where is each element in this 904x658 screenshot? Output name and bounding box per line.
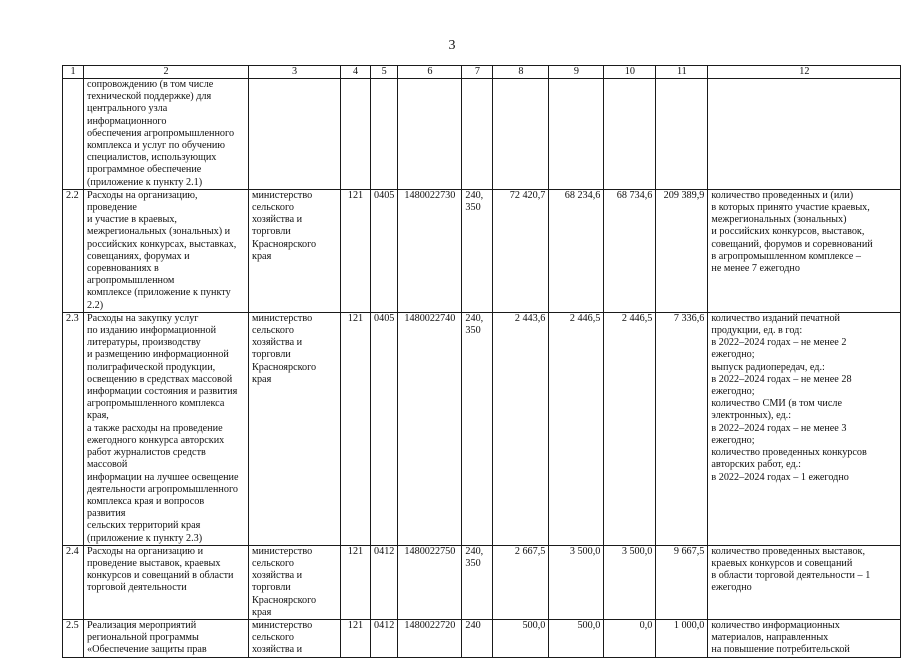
target-article-code: 1480022730 [398, 189, 462, 312]
column-number: 5 [371, 66, 398, 79]
responsible-body: министерство сельского хозяйства и [249, 619, 341, 657]
responsible-body [249, 79, 341, 190]
column-number: 3 [249, 66, 341, 79]
section-code: 0412 [371, 545, 398, 619]
expense-type-code: 240, 350 [462, 312, 493, 545]
expense-type-code: 240, 350 [462, 189, 493, 312]
amount-total [656, 79, 708, 190]
item-number: 2.5 [63, 619, 84, 657]
activity-name: сопровождению (в том числе технической поддержке) для центрального узла информационного обеспечения агропромышленного комплекса и услуг по обучению специалистов, использующих программное обеспечение (приложение к пункту 2.1) [84, 79, 249, 190]
table-row [63, 312, 901, 545]
amount-2023: 500,0 [549, 619, 604, 657]
amount-2024: 0,0 [604, 619, 656, 657]
amount-total: 7 336,6 [656, 312, 708, 545]
section-code: 0405 [371, 312, 398, 545]
responsible-body: министерство сельского хозяйства и торговли Красноярского края [249, 312, 341, 545]
expense-type-code [462, 79, 493, 190]
amount-total: 9 667,5 [656, 545, 708, 619]
table-row [63, 189, 901, 312]
expected-result: количество проведенных и (или) в которых принято участие краевых, межрегиональных (зональных) и российских конкурсов, выставок, совещаний, форумов и соревнований в агропромышленном комплексе – не менее 7 ежегодно [708, 189, 901, 312]
column-number: 10 [604, 66, 656, 79]
responsible-body: министерство сельского хозяйства и торговли Красноярского края [249, 189, 341, 312]
column-number: 7 [462, 66, 493, 79]
grbs-code: 121 [341, 545, 371, 619]
amount-2022: 2 667,5 [493, 545, 549, 619]
column-number: 9 [549, 66, 604, 79]
amount-2022: 2 443,6 [493, 312, 549, 545]
column-number: 4 [341, 66, 371, 79]
grbs-code [341, 79, 371, 190]
page-number: 3 [448, 38, 456, 53]
amount-total: 209 389,9 [656, 189, 708, 312]
activity-name: Реализация мероприятий региональной программы «Обеспечение защиты прав [84, 619, 249, 657]
column-number: 8 [493, 66, 549, 79]
amount-2024 [604, 79, 656, 190]
item-number: 2.3 [63, 312, 84, 545]
amount-2022 [493, 79, 549, 190]
item-number [63, 79, 84, 190]
column-number: 2 [84, 66, 249, 79]
amount-2023: 2 446,5 [549, 312, 604, 545]
table-row [63, 545, 901, 619]
target-article-code: 1480022740 [398, 312, 462, 545]
expense-type-code: 240 [462, 619, 493, 657]
column-number: 12 [708, 66, 901, 79]
column-number: 11 [656, 66, 708, 79]
amount-total: 1 000,0 [656, 619, 708, 657]
program-activities-table [62, 65, 901, 658]
target-article-code [398, 79, 462, 190]
amount-2023: 68 234,6 [549, 189, 604, 312]
table-row [63, 619, 901, 657]
target-article-code: 1480022750 [398, 545, 462, 619]
column-number: 6 [398, 66, 462, 79]
amount-2023 [549, 79, 604, 190]
expense-type-code: 240, 350 [462, 545, 493, 619]
expected-result: количество информационных материалов, направленных на повышение потребительской [708, 619, 901, 657]
target-article-code: 1480022720 [398, 619, 462, 657]
amount-2022: 500,0 [493, 619, 549, 657]
table-row [63, 79, 901, 190]
expected-result: количество изданий печатной продукции, ед. в год: в 2022–2024 годах – не менее 2 ежегодно; выпуск радиопередач, ед.: в 2022–2024 годах – не менее 28 ежегодно; количество СМИ (в том числе электронных), ед.: в 2022–2024 годах – не менее 3 ежегодно; количество проведенных конкурсов авторских работ, ед.: в 2022–2024 годах – 1 ежегодно [708, 312, 901, 545]
grbs-code: 121 [341, 312, 371, 545]
column-number: 1 [63, 66, 84, 79]
amount-2024: 3 500,0 [604, 545, 656, 619]
section-code: 0412 [371, 619, 398, 657]
grbs-code: 121 [341, 189, 371, 312]
expected-result: количество проведенных выставок, краевых конкурсов и совещаний в области торговой деятельности – 1 ежегодно [708, 545, 901, 619]
amount-2024: 2 446,5 [604, 312, 656, 545]
amount-2022: 72 420,7 [493, 189, 549, 312]
item-number: 2.4 [63, 545, 84, 619]
activity-name: Расходы на организацию, проведение и участие в краевых, межрегиональных (зональных) и российских конкурсах, выставках, совещаниях, форумах и соревнованиях в агропромышленном комплексе (приложение к пункту 2.2) [84, 189, 249, 312]
column-number-row [63, 66, 901, 79]
activity-name: Расходы на закупку услуг по изданию информационной литературы, производству и размещению информационной полиграфической продукции, освещению в средствах массовой информации состояния и развития агропромышленного комплекса края, а также расходы на проведение ежегодного конкурса авторских работ журналистов средств массовой информации на лучшее освещение деятельности агропромышленного комплекса края и вопросов развития сельских территорий края (приложение к пункту 2.3) [84, 312, 249, 545]
expected-result [708, 79, 901, 190]
grbs-code: 121 [341, 619, 371, 657]
section-code: 0405 [371, 189, 398, 312]
activity-name: Расходы на организацию и проведение выставок, краевых конкурсов и совещаний в области торговой деятельности [84, 545, 249, 619]
responsible-body: министерство сельского хозяйства и торговли Красноярского края [249, 545, 341, 619]
amount-2024: 68 734,6 [604, 189, 656, 312]
item-number: 2.2 [63, 189, 84, 312]
section-code [371, 79, 398, 190]
amount-2023: 3 500,0 [549, 545, 604, 619]
